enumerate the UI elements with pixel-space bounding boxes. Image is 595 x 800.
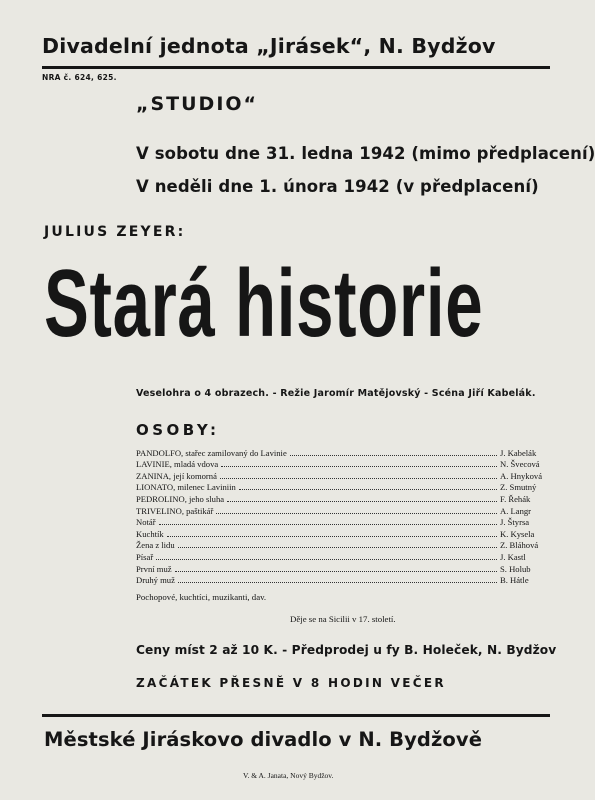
venue-footer: Městské Jiráskovo divadlo v N. Bydžově: [44, 728, 483, 751]
play-author: JULIUS ZEYER:: [44, 224, 186, 240]
dot-leader: [227, 501, 497, 502]
cast-row: [136, 458, 548, 470]
cast-actor: K. Kysela: [500, 528, 535, 539]
cast-role: Písař: [136, 551, 154, 562]
cast-actor: J. Kastl: [500, 551, 526, 562]
cast-actor: J. Kabelák: [500, 447, 537, 458]
dot-leader: [178, 547, 497, 548]
cast-role: PEDROLINO, jeho sluha: [136, 493, 225, 504]
reference-number: NRA č. 624, 625.: [42, 73, 117, 82]
setting-note: Děje se na Sicilii v 17. století.: [290, 614, 396, 624]
cast-role: ZANINA, její komorná: [136, 470, 217, 481]
cast-row: [136, 504, 548, 516]
dot-leader: [178, 582, 497, 583]
cast-actor: F. Řehák: [500, 493, 531, 504]
cast-actor: A. Hnyková: [500, 470, 543, 481]
cast-actor: Z. Smutný: [500, 482, 537, 493]
performance-date-saturday: V sobotu dne 31. ledna 1942 (mimo předplacení): [136, 144, 595, 163]
cast-row: [136, 492, 548, 504]
cast-row: [136, 446, 548, 458]
cast-row: [136, 562, 548, 574]
dot-leader: [290, 455, 497, 456]
dot-leader: [221, 466, 497, 467]
dot-leader: [220, 478, 497, 479]
company-header: Divadelní jednota „Jirásek“, N. Bydžov: [42, 34, 496, 58]
cast-role: První muž: [136, 563, 172, 574]
dot-leader: [175, 571, 497, 572]
cast-row: [136, 550, 548, 562]
start-time: ZAČÁTEK PŘESNĚ V 8 HODIN VEČER: [136, 676, 446, 690]
printer-credit: V. & A. Janata, Nový Bydžov.: [243, 771, 334, 780]
extras-note: Pochopové, kuchtíci, muzikanti, dav.: [136, 592, 267, 602]
dot-leader: [159, 524, 497, 525]
cast-row: [136, 469, 548, 481]
bottom-divider: [42, 714, 550, 717]
studio-label: „STUDIO“: [136, 93, 259, 115]
cast-list: [136, 446, 548, 585]
cast-heading: OSOBY:: [136, 421, 220, 439]
cast-actor: J. Štyrsa: [500, 517, 530, 528]
cast-role: Druhý muž: [136, 575, 175, 586]
cast-role: Žena z lidu: [136, 540, 175, 551]
cast-role: Notář: [136, 517, 156, 528]
cast-actor: S. Holub: [500, 563, 531, 574]
prices-info: Ceny míst 2 až 10 K. - Předprodej u fy B. Holeček, N. Bydžov: [136, 643, 557, 657]
cast-actor: N. Švecová: [500, 459, 540, 470]
cast-actor: B. Hátle: [500, 575, 529, 586]
cast-row: [136, 516, 548, 528]
cast-role: LAVINIE, mladá vdova: [136, 459, 219, 470]
cast-row: [136, 539, 548, 551]
dot-leader: [216, 513, 497, 514]
dot-leader: [167, 536, 497, 537]
performance-date-sunday: V neděli dne 1. února 1942 (v předplacení): [136, 177, 539, 196]
cast-role: LIONATO, milenec Laviniin: [136, 482, 236, 493]
cast-role: TRIVELINO, paštikář: [136, 505, 214, 516]
dot-leader: [156, 559, 497, 560]
cast-actor: Z. Bláhová: [500, 540, 539, 551]
play-subtitle: Veselohra o 4 obrazech. - Režie Jaromír Matějovský - Scéna Jiří Kabelák.: [136, 388, 536, 399]
cast-actor: A. Langr: [500, 505, 532, 516]
cast-role: PANDOLFO, stařec zamilovaný do Lavinie: [136, 447, 287, 458]
cast-row: [136, 481, 548, 493]
top-divider: [42, 66, 550, 69]
play-title: Stará historie: [44, 250, 484, 357]
dot-leader: [239, 489, 497, 490]
cast-role: Kuchtík: [136, 528, 164, 539]
cast-row: [136, 574, 548, 586]
cast-row: [136, 527, 548, 539]
